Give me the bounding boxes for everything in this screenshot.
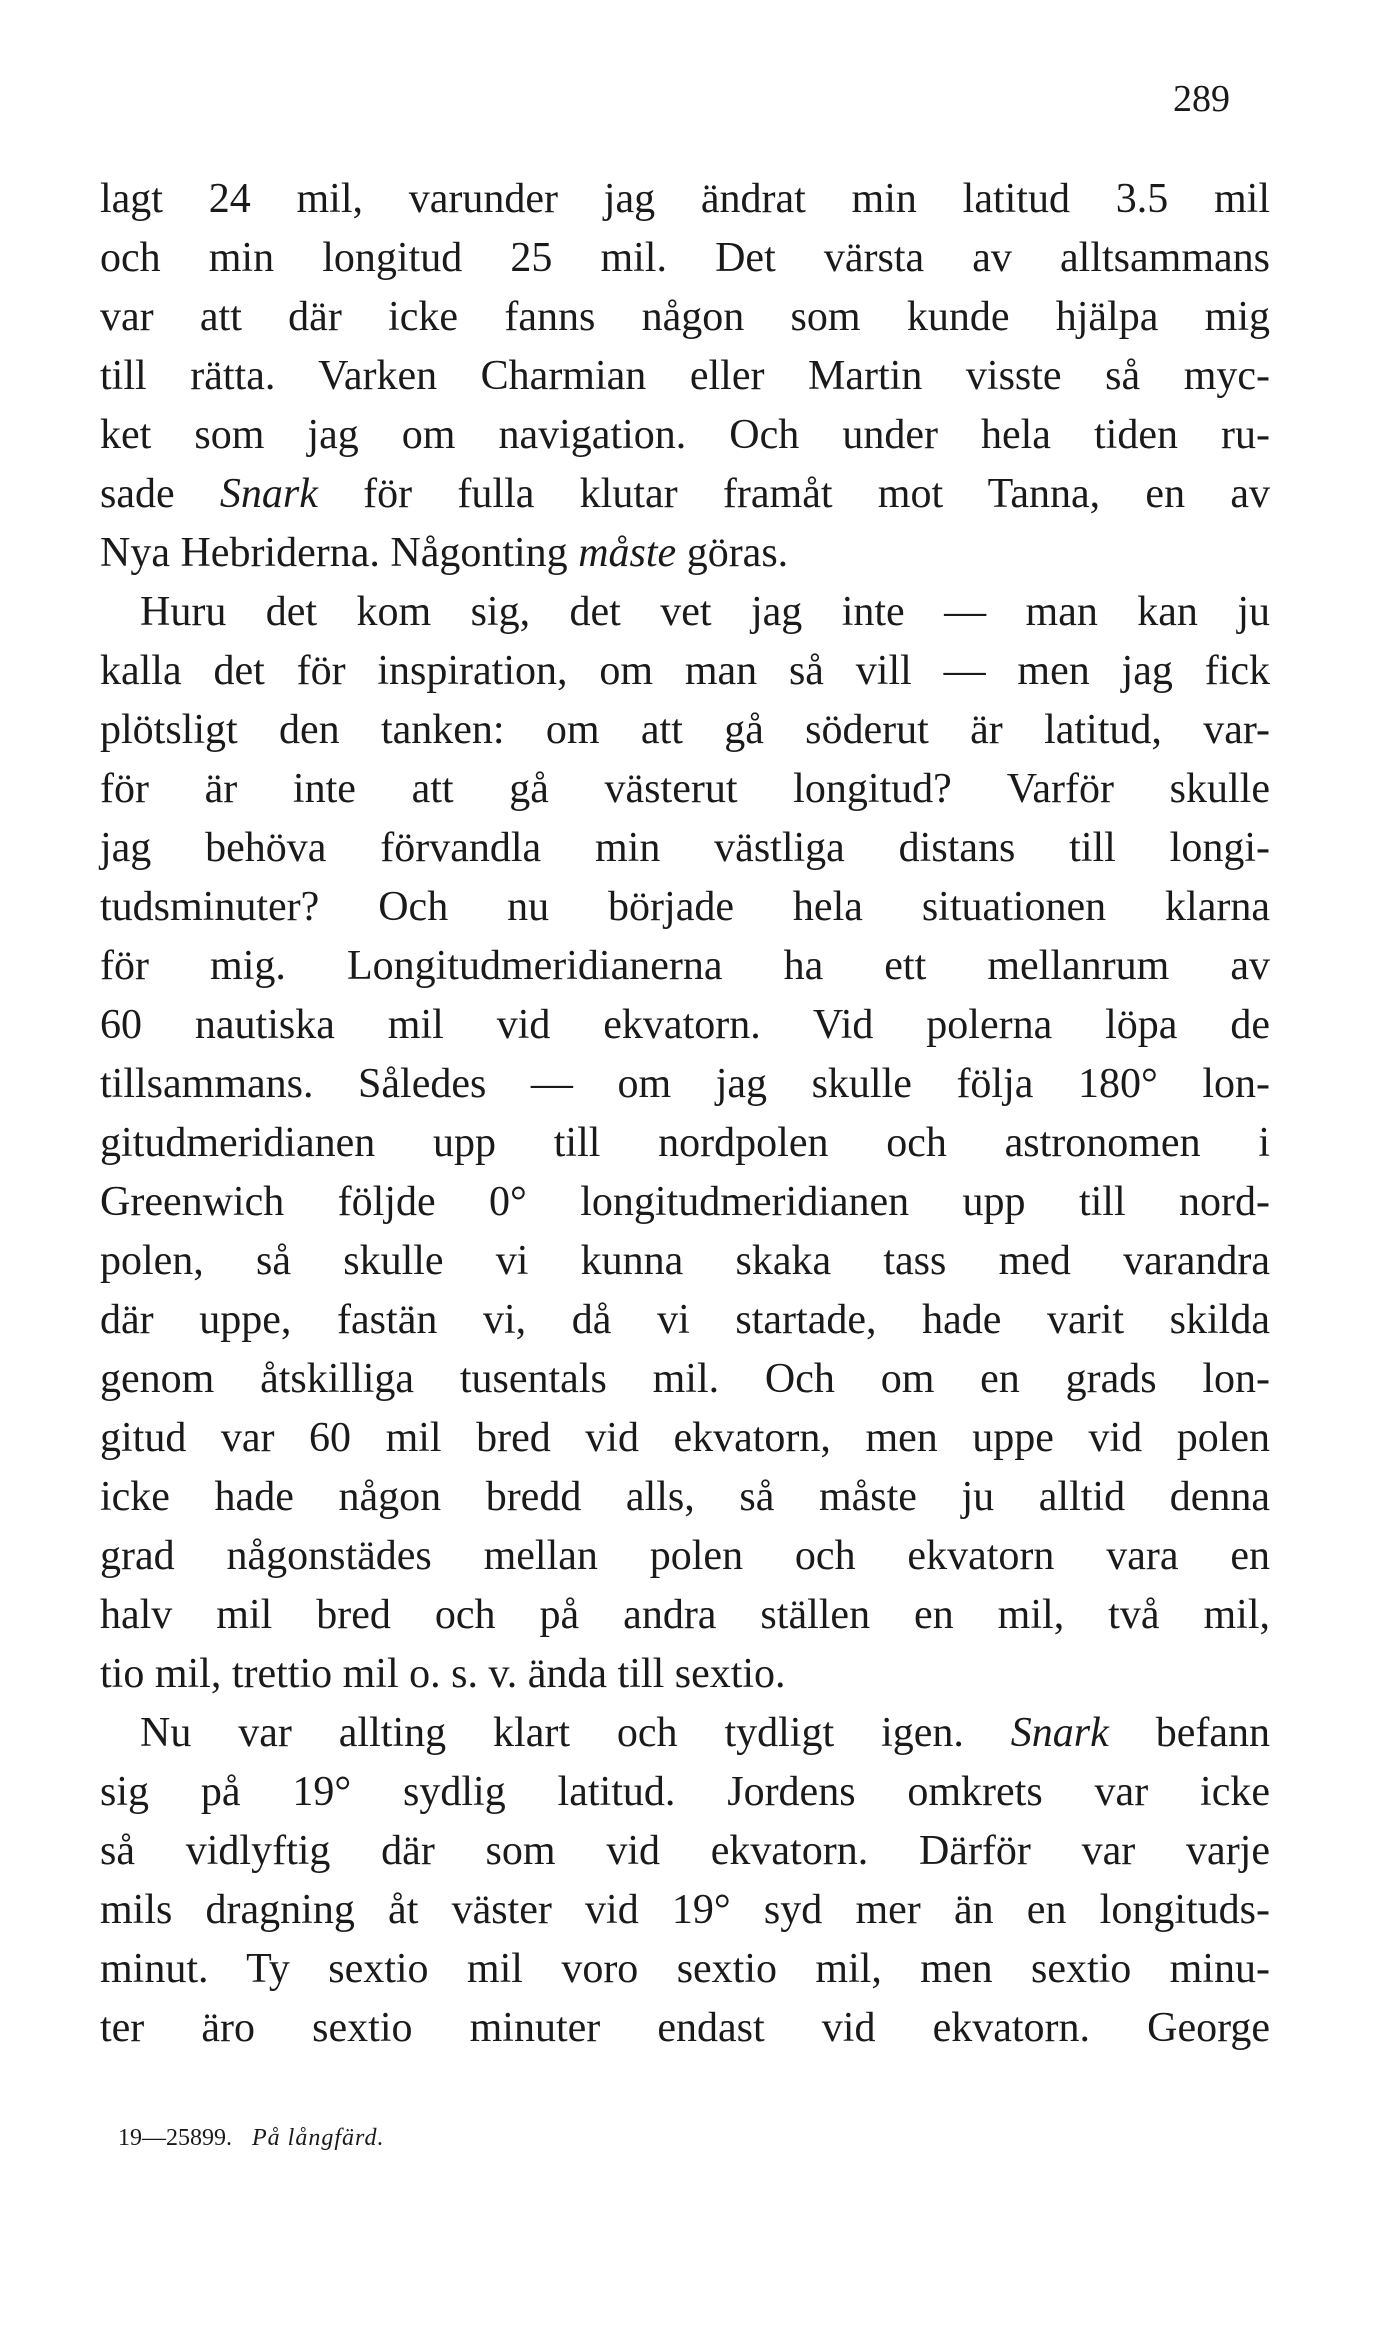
footer-signature <box>118 2126 384 2150</box>
text-line: halv mil bred och på andra ställen en mil, två mil, <box>100 1592 1270 1638</box>
text-line: gitudmeridianen upp till nordpolen och astronomen i <box>100 1120 1270 1166</box>
text-line: grad någonstädes mellan polen och ekvatorn vara en <box>100 1533 1270 1579</box>
text-line: lagt 24 mil, varunder jag ändrat min latitud 3.5 mil <box>100 176 1270 222</box>
text-line: kalla det för inspiration, om man så vill — men jag fick <box>100 648 1270 694</box>
text-line: för är inte att gå västerut longitud? Varför skulle <box>100 766 1270 812</box>
text-line: icke hade någon bredd alls, så måste ju alltid denna <box>100 1474 1270 1520</box>
printer-code: 19—25899. <box>118 2125 232 2151</box>
text-line: mils dragning åt väster vid 19° syd mer än en longituds- <box>100 1887 1270 1933</box>
text-line: Nya Hebriderna. Någonting måste göras. <box>100 530 789 576</box>
text-line: för mig. Longitudmeridianerna ha ett mellanrum av <box>100 943 1270 989</box>
text-line: genom åtskilliga tusentals mil. Och om en grads lon- <box>100 1356 1270 1402</box>
text-line: sade Snark för fulla klutar framåt mot Tanna, en av <box>100 471 1270 517</box>
text-line: minut. Ty sextio mil voro sextio mil, men sextio minu- <box>100 1946 1270 1992</box>
text-line: till rätta. Varken Charmian eller Martin visste så myc- <box>100 353 1270 399</box>
text-line: ket som jag om navigation. Och under hela tiden ru- <box>100 412 1270 458</box>
italic-ship-name: Snark <box>1010 1710 1109 1756</box>
text-line: sig på 19° sydlig latitud. Jordens omkrets var icke <box>100 1769 1270 1815</box>
text-line: ter äro sextio minuter endast vid ekvatorn. George <box>100 2005 1270 2051</box>
text-line: tillsammans. Således — om jag skulle följa 180° lon- <box>100 1061 1270 1107</box>
text-line: Nu var allting klart och tydligt igen. Snark befann <box>140 1710 1270 1756</box>
text-line: och min longitud 25 mil. Det värsta av alltsammans <box>100 235 1270 281</box>
text-line: polen, så skulle vi kunna skaka tass med varandra <box>100 1238 1270 1284</box>
italic-ship-name: Snark <box>219 471 318 517</box>
text-line: Greenwich följde 0° longitudmeridianen upp till nord- <box>100 1179 1270 1225</box>
text-line: jag behöva förvandla min västliga distans till longi- <box>100 825 1270 871</box>
text-line: så vidlyftig där som vid ekvatorn. Därför var varje <box>100 1828 1270 1874</box>
text-line: 60 nautiska mil vid ekvatorn. Vid polerna löpa de <box>100 1002 1270 1048</box>
text-line: gitud var 60 mil bred vid ekvatorn, men uppe vid polen <box>100 1415 1270 1461</box>
text-line: där uppe, fastän vi, då vi startade, hade varit skilda <box>100 1297 1270 1343</box>
body-text <box>100 170 1270 2058</box>
text-line: var att där icke fanns någon som kunde hjälpa mig <box>100 294 1270 340</box>
text-line: plötsligt den tanken: om att gå söderut är latitud, var- <box>100 707 1270 753</box>
text-line: Huru det kom sig, det vet jag inte — man kan ju <box>140 589 1270 635</box>
text-line: tio mil, trettio mil o. s. v. ända till sextio. <box>100 1651 786 1697</box>
italic-emphasis: måste <box>578 530 677 576</box>
text-line: tudsminuter? Och nu började hela situationen klarna <box>100 884 1270 930</box>
book-title: På långfärd. <box>252 2125 385 2151</box>
page-number: 289 <box>1173 78 1230 120</box>
